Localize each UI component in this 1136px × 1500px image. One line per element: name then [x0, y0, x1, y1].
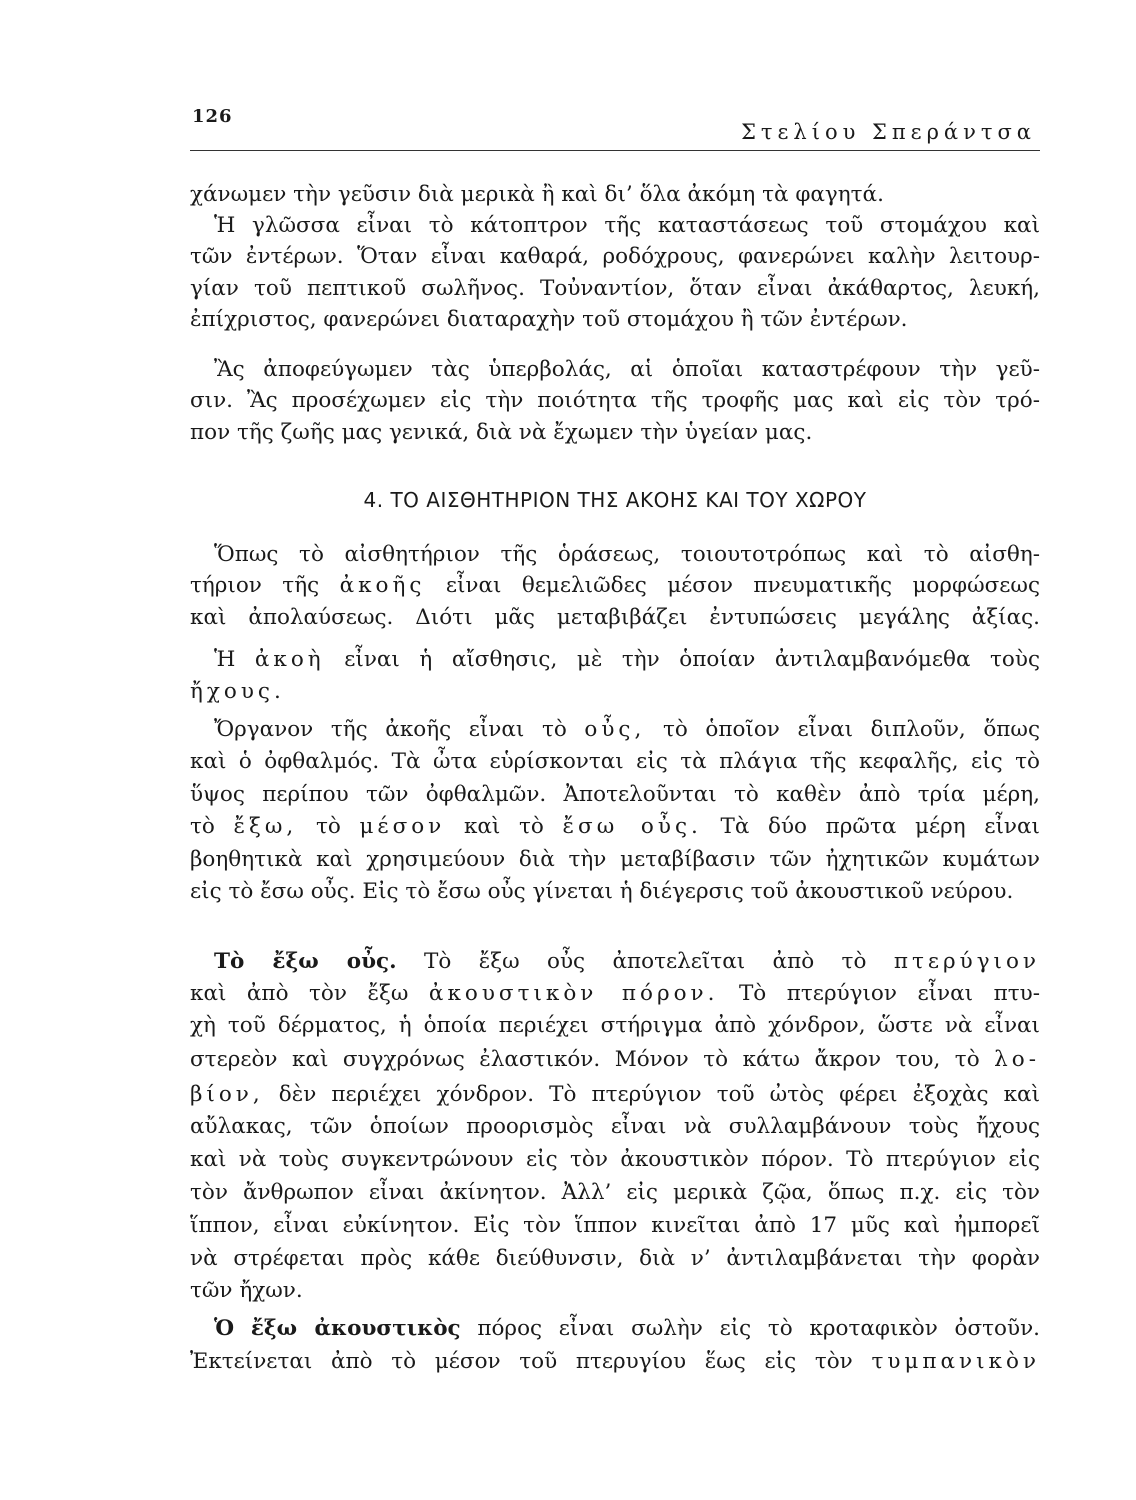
running-head: Στελίου Σπεράντσα	[741, 120, 1036, 144]
text-line: καὶ ἀπολαύσεως. Διότι μᾶς μεταβιβάζει ἐντυπώσεις μεγάλης ἀξίας.	[190, 605, 1040, 630]
text-line: εἰς τὸ ἔσω οὖς. Εἰς τὸ ἔσω οὖς γίνεται ἡ διέγερσις τοῦ ἀκουστικοῦ νεύρου.	[190, 879, 1014, 904]
spaced-term: μέσον	[359, 814, 446, 839]
text-line: πον τῆς ζωῆς μας γενικά, διὰ νὰ ἔχωμεν τὴν ὑγείαν μας.	[190, 420, 813, 445]
page-header	[190, 100, 1040, 151]
text-run: τὸ	[315, 814, 341, 839]
spaced-term: βίον,	[190, 1082, 264, 1107]
text-line	[214, 1314, 1040, 1344]
text-run: εἶναι ἡ αἴσθησις, μὲ τὴν ὁποίαν ἀντιλαμβανόμεθα τοὺς	[344, 647, 1040, 672]
text-line: νὰ στρέφεται πρὸς κάθε διεύθυνσιν, διὰ ν’ ἀντιλαμβάνεται τὴν φορὰν	[190, 1246, 1040, 1271]
text-line: βοηθητικὰ καὶ χρησιμεύουν διὰ τὴν μεταβίβασιν τῶν ἠχητικῶν κυμάτων	[190, 847, 1040, 872]
text-run: εἶναι θεμελιῶδες μέσον πνευματικῆς μορφώσεως	[445, 573, 1040, 598]
page-number: 126	[192, 106, 233, 127]
text-run: καὶ τὸ	[463, 814, 544, 839]
text-run: τήριον τῆς	[190, 573, 320, 598]
subsection-title: Τὸ ἔξω οὖς.	[214, 949, 397, 974]
text-run: δὲν περιέχει χόνδρον. Τὸ πτερύγιον τοῦ ὠτὸς φέρει ἐξοχὰς καὶ	[278, 1082, 1040, 1107]
text-run: Τὰ δύο πρῶτα μέρη εἶναι	[720, 814, 1040, 839]
text-run: Τὸ ἔξω οὖς ἀποτελεῖται ἀπὸ τὸ	[424, 949, 867, 974]
text-run: Ὁ	[214, 1316, 235, 1341]
spaced-term: ἔξω,	[233, 814, 298, 839]
text-run: τὸ	[190, 814, 215, 839]
spaced-term: λο-	[994, 1047, 1040, 1072]
spaced-term: οὖς,	[584, 717, 646, 742]
spaced-term: ἤχους.	[190, 679, 285, 704]
spaced-term: ἀκοὴ	[254, 647, 325, 672]
spaced-term: πτερύγιον	[893, 949, 1040, 974]
text-line: ἵππον, εἶναι εὐκίνητον. Εἰς τὸν ἵππον κινεῖται ἀπὸ 17 μῦς καὶ ἠμπορεῖ	[190, 1213, 1040, 1238]
text-run: Ἐκτείνεται ἀπὸ τὸ μέσον τοῦ πτερυγίου ἕως εἰς τὸν	[190, 1349, 853, 1374]
text-line: ὕψος περίπου τῶν ὀφθαλμῶν. Ἀποτελοῦνται τὸ καθὲν ἀπὸ τρία μέρη,	[190, 782, 1040, 807]
text-line	[214, 645, 1040, 675]
text-run: Ἡ	[214, 647, 236, 672]
text-line: Ἂς ἀποφεύγωμεν τὰς ὑπερβολάς, αἱ ὁποῖαι καταστρέφουν τὴν γεῦ-	[214, 357, 1040, 382]
text-line: τῶν ἤχων.	[190, 1278, 303, 1303]
text-line: καὶ ὁ ὀφθαλμός. Τὰ ὦτα εὑρίσκονται εἰς τὰ πλάγια τῆς κεφαλῆς, εἰς τὸ	[190, 749, 1040, 774]
text-line	[190, 1045, 1040, 1075]
text-line: καὶ νὰ τοὺς συγκεντρώνουν εἰς τὸν ἀκουστικὸν πόρον. Τὸ πτερύγιον εἰς	[190, 1147, 1040, 1172]
text-run: πόρος εἶναι σωλὴν εἰς τὸ κροταφικὸν ὀστοῦν.	[477, 1316, 1040, 1341]
text-run: Τὸ πτερύγιον εἶναι πτυ-	[738, 981, 1040, 1006]
text-line: ἐπίχριστος, φανερώνει διαταραχὴν τοῦ στομάχου ἢ τῶν ἐντέρων.	[190, 307, 908, 332]
text-line: σιν. Ἂς προσέχωμεν εἰς τὴν ποιότητα τῆς τροφῆς μας καὶ εἰς τὸν τρό-	[190, 388, 1040, 413]
text-line: αὔλακας, τῶν ὁποίων προορισμὸς εἶναι νὰ συλλαμβάνουν τοὺς ἤχους	[190, 1114, 1040, 1139]
text-line: Ἡ γλῶσσα εἶναι τὸ κάτοπτρον τῆς καταστάσεως τοῦ στομάχου καὶ	[214, 213, 1040, 238]
text-line	[190, 1347, 1040, 1377]
bold-term: ἔξω ἀκουστικὸς	[250, 1316, 461, 1341]
text-line	[190, 1080, 1040, 1110]
text-run: τὸ ὁποῖον εἶναι διπλοῦν, ὅπως	[662, 717, 1041, 742]
text-line: χάνωμεν τὴν γεῦσιν διὰ μερικὰ ἢ καὶ δι’ ὅλα ἀκόμη τὰ φαγητά.	[190, 182, 884, 207]
spaced-term: ἀκοῆς	[339, 573, 426, 598]
text-line: τὸν ἄνθρωπον εἶναι ἀκίνητον. Ἀλλ’ εἰς μερικὰ ζῷα, ὅπως π.χ. εἰς τὸν	[190, 1180, 1040, 1205]
text-line: Ὅπως τὸ αἰσθητήριον τῆς ὁράσεως, τοιουτοτρόπως καὶ τὸ αἰσθη-	[214, 542, 1040, 567]
text-line	[214, 715, 1040, 745]
text-run: στερεὸν καὶ συγχρόνως ἐλαστικόν. Μόνον τὸ κάτω ἄκρον του, τὸ	[190, 1047, 980, 1072]
text-line	[190, 812, 1040, 842]
spaced-term: ἀκουστικὸν πόρον.	[428, 981, 719, 1006]
text-run: καὶ ἀπὸ τὸν ἔξω	[190, 981, 409, 1006]
text-line: γίαν τοῦ πεπτικοῦ σωλῆνος. Τοὐναντίον, ὅταν εἶναι ἀκάθαρτος, λευκή,	[190, 276, 1040, 301]
text-line	[190, 979, 1040, 1009]
text-line	[190, 571, 1040, 601]
text-run: Ὄργανον τῆς ἀκοῆς εἶναι τὸ	[214, 717, 567, 742]
section-heading: 4. ΤΟ ΑΙΣΘΗΤΗΡΙΟΝ ΤΗΣ ΑΚΟΗΣ ΚΑΙ ΤΟΥ ΧΩΡΟΥ	[363, 488, 867, 512]
spaced-term: τυμπανικὸν	[871, 1349, 1040, 1374]
text-line: τῶν ἐντέρων. Ὅταν εἶναι καθαρά, ροδόχρους, φανερώνει καλὴν λειτουρ-	[190, 244, 1040, 269]
text-line	[214, 947, 1040, 977]
spaced-term: ἔσω οὖς.	[562, 814, 702, 839]
text-line: χὴ τοῦ δέρματος, ἡ ὁποία περιέχει στήριγμα ἀπὸ χόνδρον, ὥστε νὰ εἶναι	[190, 1013, 1040, 1038]
